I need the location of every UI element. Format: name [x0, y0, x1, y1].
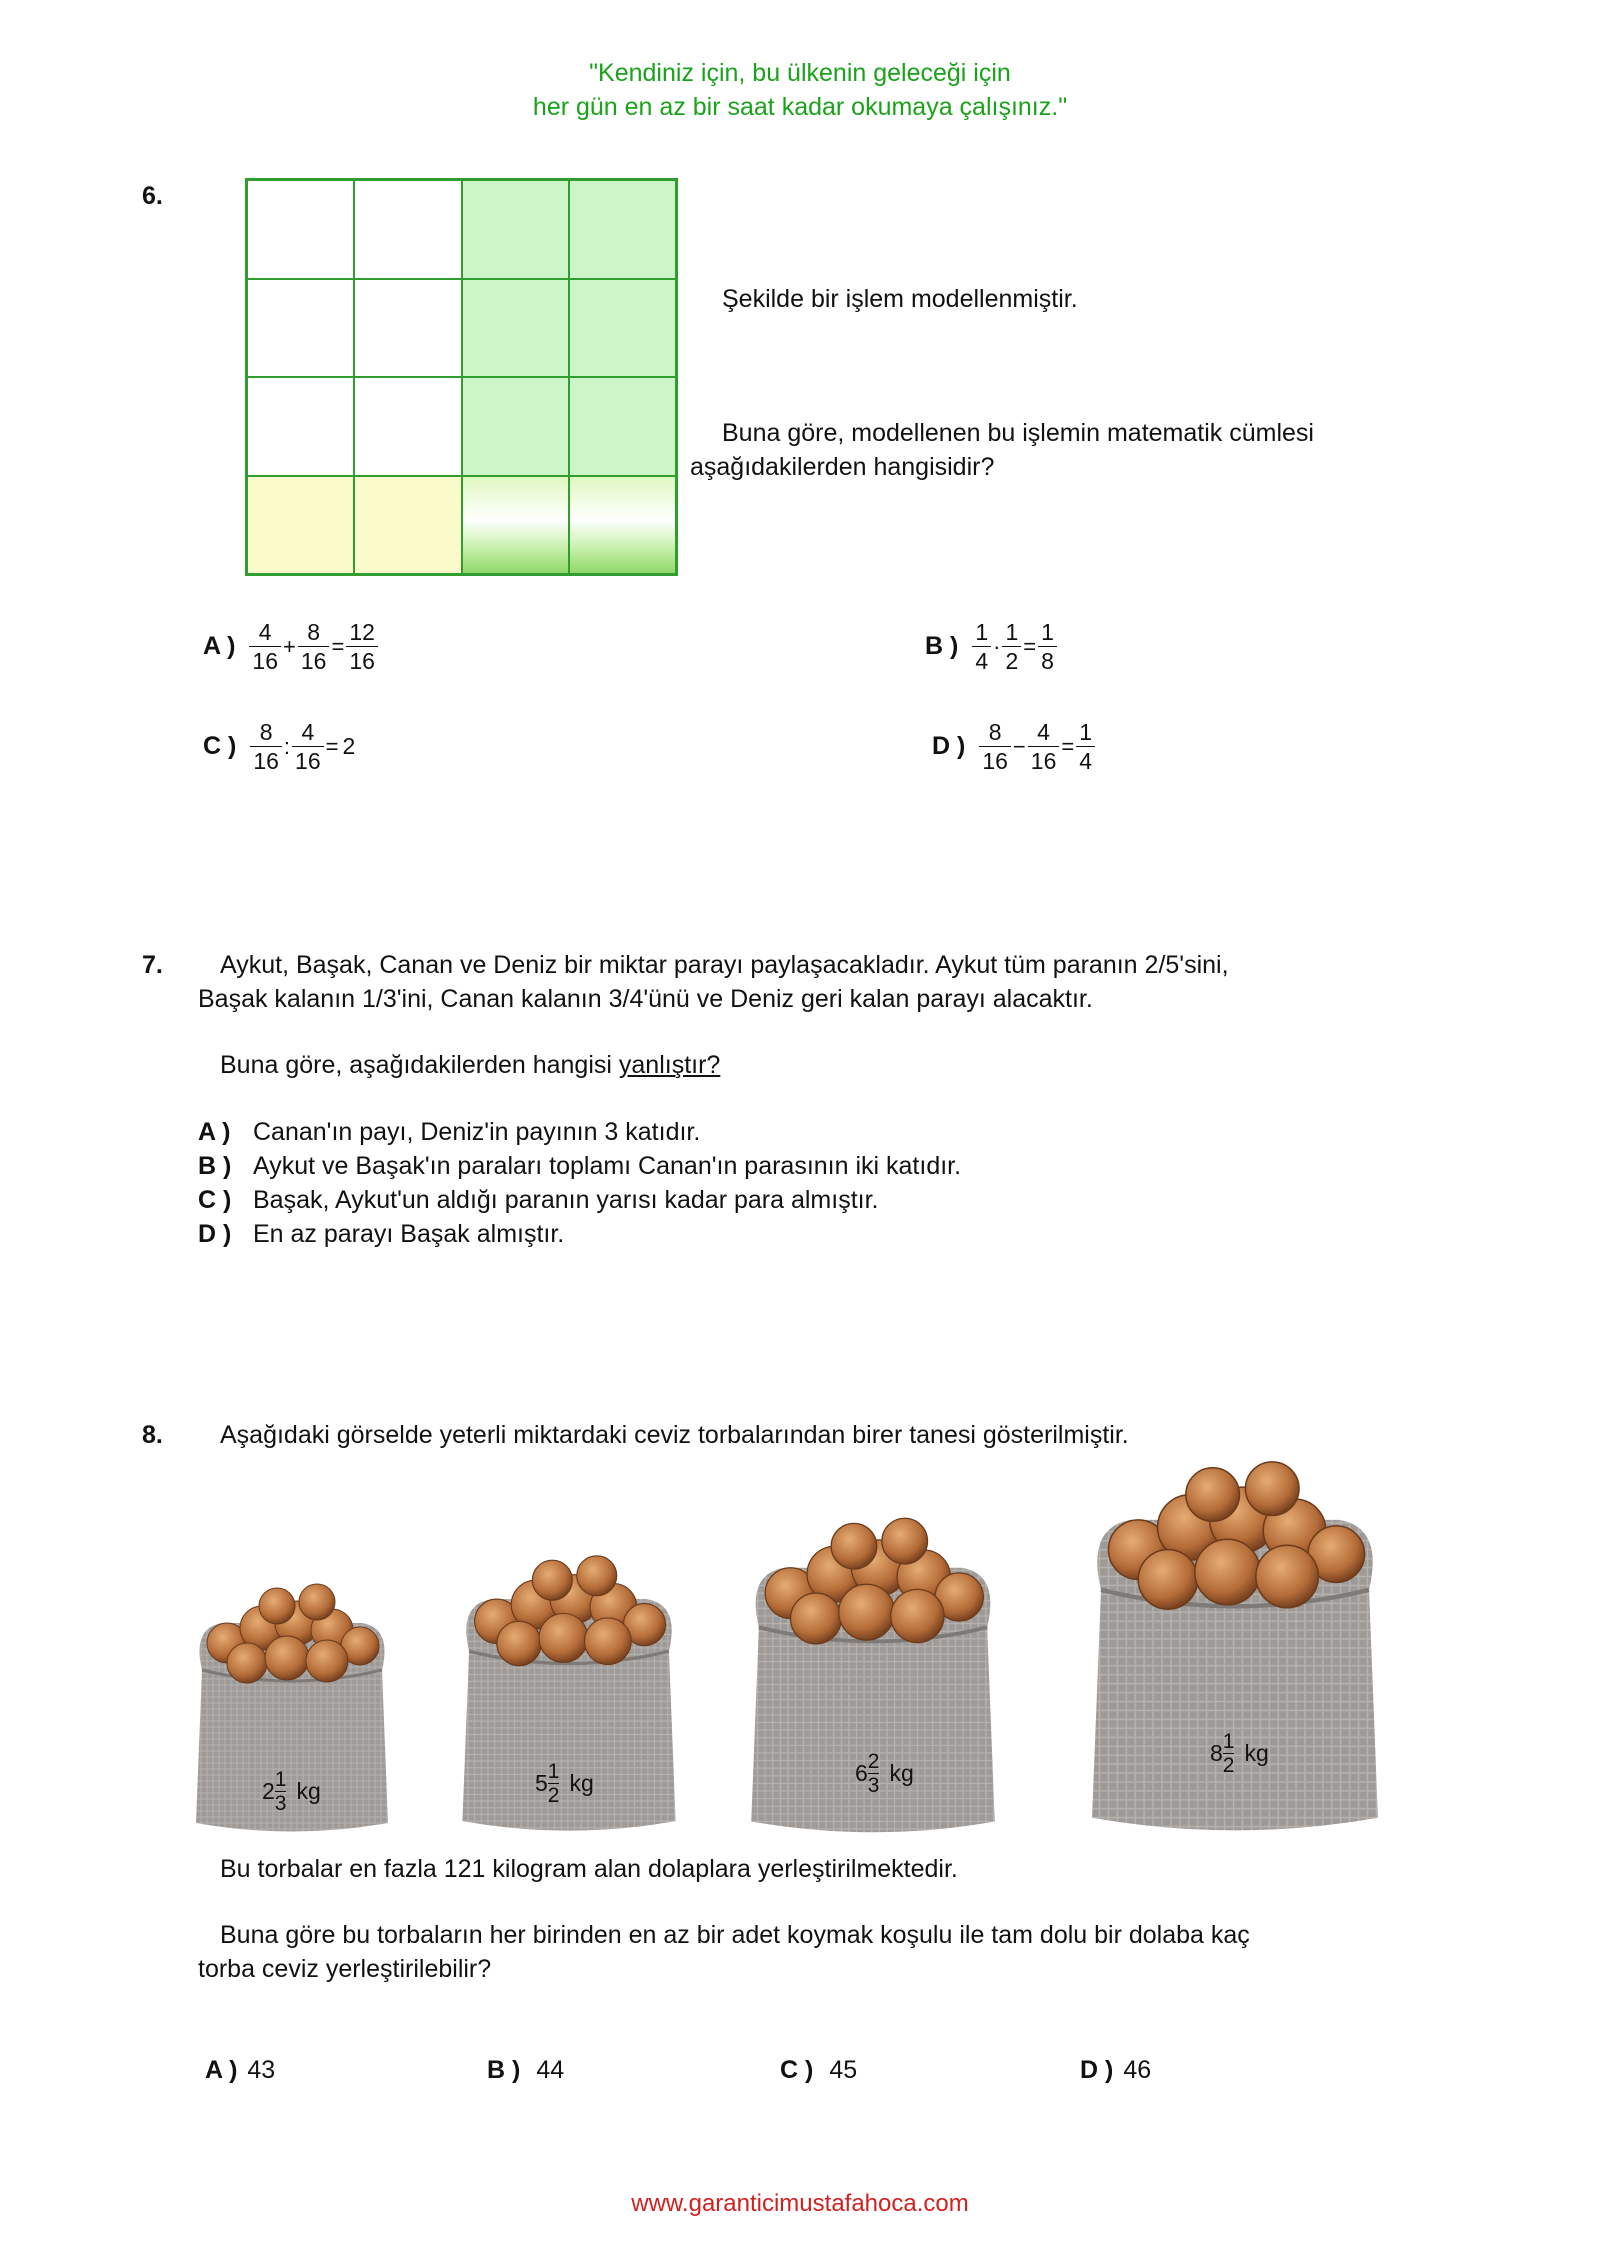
weight-whole: 2 [262, 1778, 275, 1804]
question-7-number: 7. [142, 951, 163, 979]
weight-unit: kg [889, 1760, 914, 1786]
fraction: $\frac{4}{16}$ [249, 618, 281, 675]
option-label: C ) [780, 2056, 814, 2084]
q7-option-c[interactable] [198, 1183, 878, 1217]
walnut-bag-illustration [1075, 1438, 1395, 1843]
q7-option-b[interactable] [198, 1149, 961, 1183]
equals-sign: = [1023, 633, 1037, 659]
fraction-grid-model [245, 178, 678, 576]
grid-cell [569, 279, 676, 378]
q8-option-c[interactable] [780, 2053, 857, 2087]
option-value: 44 [536, 2056, 565, 2084]
grid-cell [247, 279, 354, 378]
grid-cell [354, 476, 461, 575]
grid-cell [354, 279, 461, 378]
weight-whole: 6 [855, 1760, 868, 1786]
fraction: $\frac{12}{16}$ [346, 618, 378, 675]
option-value: 45 [829, 2056, 858, 2084]
grid-cell [354, 377, 461, 476]
result-value: 2 [342, 733, 356, 759]
grid-cell [569, 377, 676, 476]
grid-cell [462, 476, 569, 575]
prompt-underlined: yanlıştır? [618, 1051, 721, 1079]
operator: · [993, 633, 1001, 659]
question-6-number: 6. [142, 182, 163, 210]
equals-sign: = [325, 733, 339, 759]
grid-cell [247, 377, 354, 476]
option-label: D ) [198, 1220, 232, 1248]
option-text: Canan'ın payı, Deniz'in payının 3 katıdır. [253, 1118, 701, 1146]
fraction: $\frac{8}{16}$ [979, 718, 1011, 775]
question-7-prompt [220, 1048, 720, 1082]
fraction: $\frac{8}{16}$ [250, 718, 282, 775]
q8-option-a[interactable] [205, 2053, 275, 2087]
grid-cell [569, 180, 676, 279]
fraction: $\frac{4}{16}$ [292, 718, 324, 775]
header-line-1: "Kendiniz için, bu ülkenin geleceği için [589, 59, 1011, 87]
weight-whole: 5 [535, 1770, 548, 1796]
weight-unit: kg [569, 1770, 594, 1796]
option-label: C ) [203, 732, 237, 760]
prompt-text: Buna göre, aşağıdakilerden hangisi [220, 1051, 619, 1079]
grid-cell [462, 279, 569, 378]
bag-weight-label-1 [262, 1768, 321, 1815]
fraction: $\frac{1}{8}$ [1038, 618, 1057, 675]
weight-unit: kg [296, 1778, 321, 1804]
bag-weight-label-4 [1210, 1730, 1269, 1777]
option-text: Aykut ve Başak'ın paraları toplamı Canan'ın parasının iki katıdır. [253, 1152, 962, 1180]
q6-option-b[interactable] [925, 618, 1057, 675]
operator: + [283, 633, 296, 659]
footer-website-link[interactable]: www.garanticimustafahoca.com [631, 2190, 969, 2217]
grid-cell [569, 476, 676, 575]
operator: − [1012, 733, 1026, 759]
question-8-text-2: Bu torbalar en fazla 121 kilogram alan dolaplara yerleştirilmektedir. [220, 1855, 958, 1883]
option-label: D ) [932, 732, 966, 760]
q6-option-c[interactable] [203, 718, 357, 775]
header-line-2: her gün en az bir saat kadar okumaya çalışınız." [532, 93, 1068, 121]
q7-option-a[interactable] [198, 1115, 700, 1149]
option-text: Başak, Aykut'un aldığı paranın yarısı kadar para almıştır. [253, 1186, 879, 1214]
equals-sign: = [1061, 733, 1075, 759]
q8-option-b[interactable] [487, 2053, 564, 2087]
equals-sign: = [331, 633, 345, 659]
fraction: $\frac{1}{4}$ [1076, 718, 1095, 775]
q7-option-d[interactable] [198, 1217, 564, 1251]
option-label: B ) [925, 632, 959, 660]
option-label: A ) [198, 1118, 231, 1146]
option-label: A ) [205, 2056, 238, 2084]
option-label: B ) [198, 1152, 232, 1180]
option-label: D ) [1080, 2056, 1114, 2084]
grid-cell [247, 180, 354, 279]
question-8-text-3b: torba ceviz yerleştirilebilir? [198, 1955, 492, 1983]
weight-fraction: 2 3 [867, 1750, 880, 1797]
option-text: En az parayı Başak almıştır. [253, 1220, 565, 1248]
question-7-line-1: Aykut, Başak, Canan ve Deniz bir miktar parayı paylaşacakladır. Aykut tüm paranın 2/5'sini, [220, 951, 1229, 979]
bag-weight-label-3 [855, 1750, 914, 1797]
option-label: C ) [198, 1186, 232, 1214]
grid-cell [462, 377, 569, 476]
grid-cell [247, 476, 354, 575]
fraction: $\frac{8}{16}$ [298, 618, 330, 675]
fraction: $\frac{4}{16}$ [1028, 718, 1060, 775]
q6-option-a[interactable] [203, 618, 378, 675]
weight-fraction: 1 2 [547, 1760, 560, 1807]
grid-cell [354, 180, 461, 279]
fraction: $\frac{1}{4}$ [972, 618, 991, 675]
question-8-number: 8. [142, 1421, 163, 1449]
option-label: A ) [203, 632, 236, 660]
grid-cell [462, 180, 569, 279]
option-label: B ) [487, 2056, 521, 2084]
question-6-text-2a: Buna göre, modellenen bu işlemin matematik cümlesi [722, 419, 1314, 447]
bag-weight-label-2 [535, 1760, 594, 1807]
question-7-line-2: Başak kalanın 1/3'ini, Canan kalanın 3/4'ünü ve Deniz geri kalan parayı alacaktır. [198, 985, 1093, 1013]
question-8-text: Aşağıdaki görselde yeterli miktardaki ceviz torbalarından birer tanesi gösterilmiştir. [220, 1421, 1129, 1449]
option-value: 46 [1123, 2056, 1152, 2084]
operator: : [283, 733, 291, 759]
weight-fraction: 1 3 [274, 1768, 287, 1815]
q6-option-d[interactable] [932, 718, 1095, 775]
weight-whole: 8 [1210, 1740, 1223, 1766]
question-6-text-1: Şekilde bir işlem modellenmiştir. [722, 285, 1078, 313]
question-8-text-3a: Buna göre bu torbaların her birinden en az bir adet koymak koşulu ile tam dolu bir dolaba kaç [220, 1921, 1250, 1949]
header-quote [0, 56, 1600, 124]
option-value: 43 [247, 2056, 276, 2084]
q8-option-d[interactable] [1080, 2053, 1151, 2087]
weight-unit: kg [1244, 1740, 1269, 1766]
weight-fraction: 1 2 [1222, 1730, 1235, 1777]
question-6-text-2b: aşağıdakilerden hangisidir? [690, 453, 995, 481]
fraction: $\frac{1}{2}$ [1002, 618, 1021, 675]
